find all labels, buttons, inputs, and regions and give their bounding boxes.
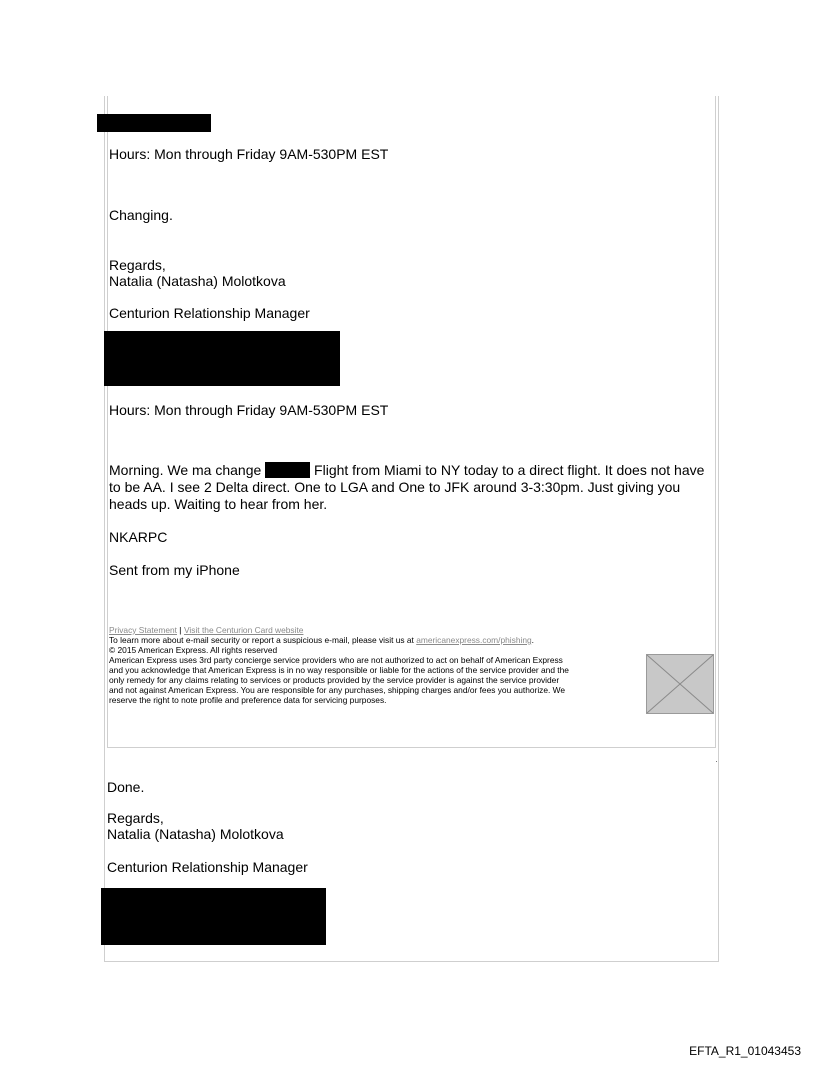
- redaction-block-signature-1: [104, 331, 340, 386]
- redaction-block-top: [97, 114, 211, 132]
- security-notice: To learn more about e-mail security or report a suspicious e-mail, please visit us at americanexpress.com/phishing.: [109, 635, 534, 645]
- regards-1: Regards,: [109, 257, 166, 273]
- redaction-block-signature-3: [101, 888, 326, 945]
- message-part-1: Morning. We ma change: [109, 462, 262, 478]
- footer-links: [109, 625, 303, 635]
- hours-line-2: Hours: Mon through Friday 9AM-530PM EST: [109, 402, 389, 418]
- stray-dot: [716, 761, 717, 762]
- reply-body-done: Done.: [107, 779, 145, 795]
- disclaimer-line-1: American Express uses 3rd party concierge service providers who are not authorized to act on behalf of American Express: [109, 655, 563, 665]
- sender-title-3: Centurion Relationship Manager: [107, 859, 308, 875]
- inner-frame-right: [715, 96, 716, 748]
- document-id: EFTA_R1_01043453: [689, 1044, 801, 1058]
- iphone-signature: Sent from my iPhone: [109, 562, 240, 578]
- image-placeholder-icon: [646, 654, 714, 714]
- reply-body-changing: Changing.: [109, 207, 173, 223]
- inner-frame-bottom: [107, 747, 716, 748]
- sender-name-1: Natalia (Natasha) Molotkova: [109, 273, 286, 289]
- initials: NKARPC: [109, 529, 168, 545]
- phishing-link[interactable]: americanexpress.com/phishing: [416, 635, 532, 645]
- disclaimer-line-3: only remedy for any claims relating to services or products provided by the service provider is against the service provider: [109, 675, 560, 685]
- hours-line-1: Hours: Mon through Friday 9AM-530PM EST: [109, 146, 389, 162]
- disclaimer-line-5: reserve the right to note profile and preference data for servicing purposes.: [109, 695, 387, 705]
- outer-frame-right: [718, 96, 719, 962]
- regards-3: Regards,: [107, 810, 164, 826]
- link-separator: |: [179, 625, 182, 635]
- redaction-inline-name: [265, 462, 310, 478]
- inner-frame-left: [107, 96, 108, 748]
- disclaimer-line-2: and you acknowledge that American Express is in no way responsible or liable for the actions of the service provider and the: [109, 665, 569, 675]
- copyright: © 2015 American Express. All rights reserved: [109, 645, 278, 655]
- outer-frame-bottom: [104, 961, 719, 962]
- outer-frame-left: [104, 96, 105, 962]
- security-text: To learn more about e-mail security or report a suspicious e-mail, please visit us at: [109, 635, 414, 645]
- centurion-website-link[interactable]: Visit the Centurion Card website: [183, 625, 304, 635]
- disclaimer-line-4: and not against American Express. You are responsible for any purchases, shipping charges and/or fees you authorize. We: [109, 685, 566, 695]
- privacy-statement-link[interactable]: Privacy Statement: [109, 625, 177, 635]
- message-part-2: Flight from Miami to NY today to a direct flight. It does not have to be AA. I see 2 Delta direct. One to LGA and One to JFK around 3-3:30pm. Just giving you heads up. Waiting to hear from her.: [109, 462, 705, 512]
- sender-name-3: Natalia (Natasha) Molotkova: [107, 826, 284, 842]
- sender-title-1: Centurion Relationship Manager: [109, 305, 310, 321]
- flight-change-message: [109, 462, 714, 513]
